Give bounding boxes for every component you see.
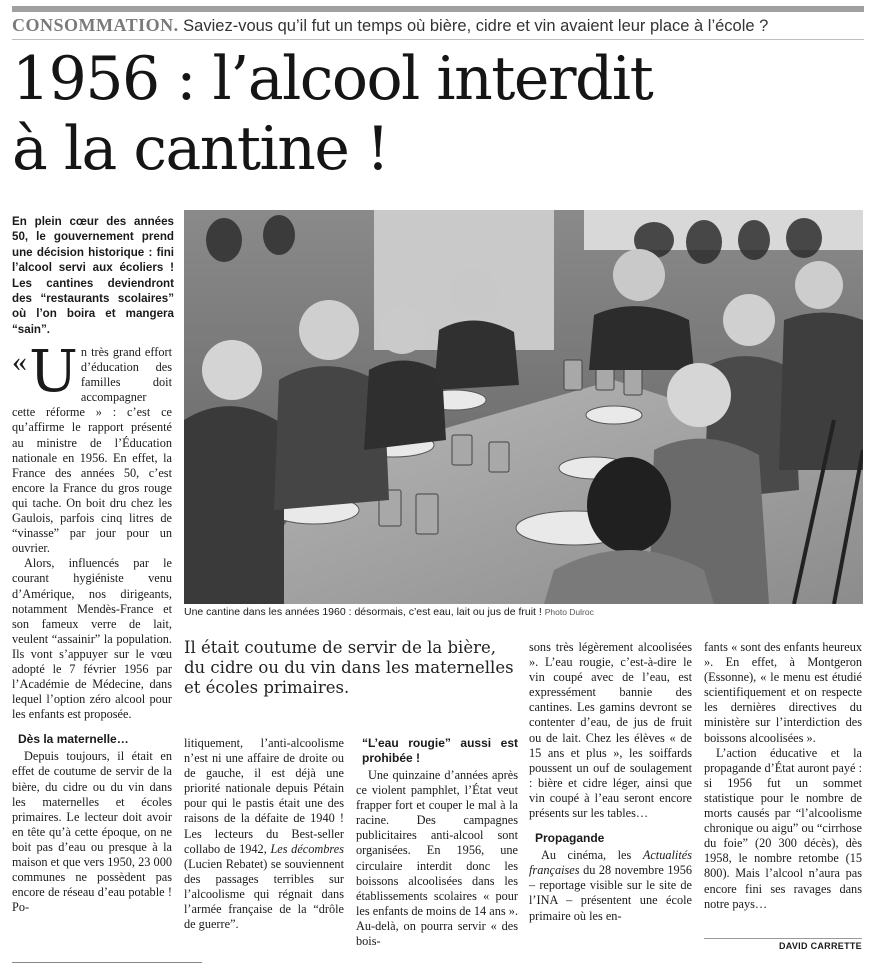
article-column-1 <box>12 337 172 915</box>
body-p8: fants « sont des enfants heureux ». En effet, à Montgeron (Essonne), « le menu est étudié scientifiquement et on respecte les dernières directives du ministère sur l’interdiction des boissons alcoolisées ». <box>704 640 862 745</box>
body-p3: Depuis toujours, il était en effet de coutume de servir de la bière, du cidre ou du vin dans les maternelles et écoles primaires. Le lecteur doit avoir en tête qu’à cette époque, on ne boit pas d’eau ou presque à la maison et que vers 1950, 23 000 communes ne possèdent pas encore de réseau d’eau potable ! Po- <box>12 749 172 915</box>
article-column-3 <box>356 736 518 949</box>
kicker <box>12 14 870 37</box>
dropcap: U <box>29 337 78 405</box>
article-column-2 <box>184 736 344 932</box>
body-paragraph <box>12 337 172 556</box>
opening-quote: « <box>12 345 27 378</box>
body-p4-start: litiquement, l’anti-alcoolisme n’est ni une affaire de droite ou de gauche, il est déjà une priorité nationale depuis Pétain pour qui le pastis était une des raisons de la défaite de 1940 ! Les lecteurs du Best-seller collabo de 1942, <box>184 736 344 856</box>
kicker-question: Saviez-vous qu’il fut un temps où bière, cidre et vin avaient leur place à l’école ? <box>183 17 769 35</box>
photo-caption <box>184 606 863 619</box>
photo-illustration <box>184 210 863 604</box>
headline-line-1: 1956 : l’alcool interdit <box>12 44 653 114</box>
lead-paragraph: En plein cœur des années 50, le gouvernement prend une décision historique : fini l’alcool servi aux écoliers ! Les cantines deviendront des “restaurants scolaires” où l’on boira et mangera “sain”. <box>12 215 174 336</box>
caption-text: Une cantine dans les années 1960 : désormais, c’est eau, lait ou jus de fruit ! <box>184 606 542 618</box>
kicker-rule <box>12 39 864 40</box>
pull-quote: Il était coutume de servir de la bière, du cidre ou du vin dans les maternelles et écoles primaires. <box>184 638 514 697</box>
headline <box>12 44 712 184</box>
body-p6: sons très légèrement alcoolisées ». L’eau rougie, c’est-à-dire le vin coupé avec de l’eau, est expressément bannie des cantines. Les gamins devront se contenter d’eau, de jus de fruit ou de lait. Chez les élèves « de 15 ans et plus », les soiffards poussent un ouf de soulagement : bière et cidre léger, ainsi que vin coupé à l’eau seront encore présents sur les tables… <box>529 640 692 821</box>
article-column-5 <box>704 640 862 912</box>
body-p4-end: (Lucien Rebatet) se souviennent des passages terribles sur l’alcoolisme qui régnait dans l’armée française de la “drôle de guerre”. <box>184 856 344 932</box>
subhead-maternelle: Dès la maternelle… <box>18 732 129 747</box>
article-column-4 <box>529 640 692 924</box>
book-title: Les décombres <box>270 841 344 856</box>
headline-line-2: à la cantine ! <box>12 114 389 184</box>
body-p5: Une quinzaine d’années après ce violent pamphlet, l’État veut frapper fort et couper le mal à la racine. Des campagnes publicitaires anti-alcool sont organisées. En 1956, une circulaire interdit donc les boissons alcoolisées dans les établissements scolaires « pour les enfants de moins de 14 ans ». Au-delà, on pourra servir « des bois- <box>356 768 518 949</box>
photo-credit: Photo Dulroc <box>544 607 594 617</box>
author-signature: DAVID CARRETTE <box>704 938 862 951</box>
body-p7-end: du 28 novembre 1956 – reportage visible sur le site de l’INA – présentent une école primaire où les en- <box>529 863 692 923</box>
body-p7-start: Au cinéma, les <box>541 848 643 863</box>
body-p2: Alors, influencés par le courant hygiéniste venu d’Amérique, nos dirigeants, notamment Mendès-France et son fameux verre de lait, veulent “assainir” la population. Ils vont s’appuyer sur le vœu adopté le 7 février 1956 par l’Académie de Médecine, dans lequel l’option zéro alcool pour les enfants est proposée. <box>12 556 172 722</box>
top-rule <box>12 6 864 12</box>
newsreel-title: Actualités françaises <box>529 848 692 878</box>
body-p4 <box>184 736 344 932</box>
kicker-rubric: CONSOMMATION. <box>12 15 179 35</box>
subhead-eau-rougie: “L’eau rougie” aussi est prohibée ! <box>362 736 518 765</box>
bottom-rule <box>12 962 202 963</box>
body-p7 <box>529 848 692 923</box>
cantine-photo <box>184 210 863 604</box>
body-p9: L’action éducative et la propagande d’État auront payé : si 1956 fut un sommet statistique pour le nombre de morts causés par “l’alcoolisme chronique ou aigu” ou “cirrhose du foie” (20 300 décès), dès 1958, le nombre retombe (15 800). Mais l’alcool n’aura pas encore fini ses ravages dans notre pays… <box>704 745 862 911</box>
body-p1: n très grand effort d’éducation des familles doit accompagner cette réforme » : c’est ce qu’affirme le rapport présenté au ministre de l’Éducation nationale en 1956. En effet, la France des années 50, c’est encore la France du gros rouge qui tache. On boit dru chez les Gaulois, parfois cinq litres de “vinasse” par jour pour un ouvrier. <box>12 345 172 556</box>
subhead-propagande: Propagande <box>535 831 605 846</box>
